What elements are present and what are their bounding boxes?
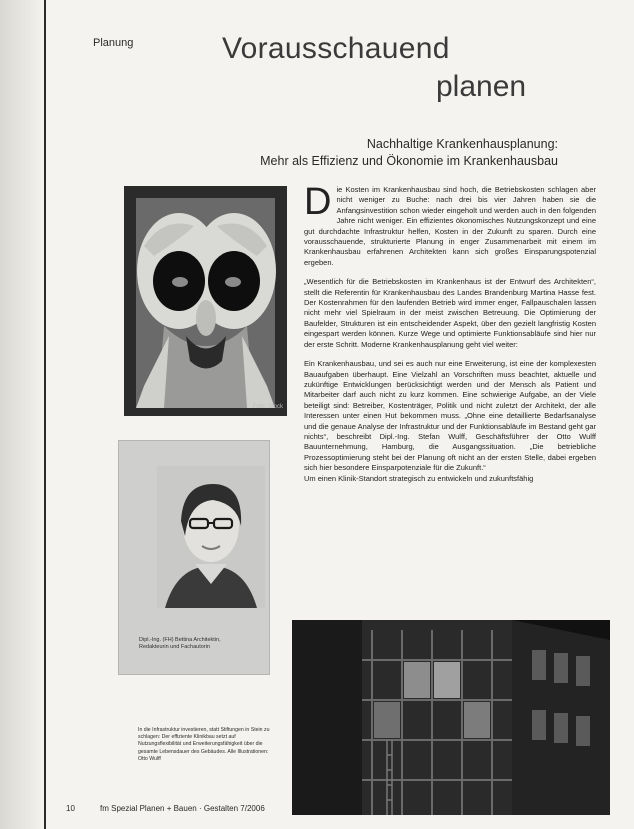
binding-shadow (0, 0, 46, 829)
article-paragraph: „Wesentlich für die Betriebskosten im Krankenhaus ist der Entwurf des Architekten“, stellt die Referentin für Krankenhausbau des Landes Brandenburg Martina Hasse fest. Der Kostenrahmen für den laufenden Betrieb wird immer enger, Fallpauschalen lassen nicht mehr viel Spielraum in der meist zwischen Betreuung. Die Optimierung der Baufelder, Strukturen ist ein entscheidender Aspekt, über den gezielt langfristig Kosten eingespart werden können. Kurze Wege und optimierte Funktionsabläufe sind hier nur der erste Schritt. Moderne Krankenhausplanung geht viel weiter: (304, 277, 596, 349)
paragraph-text: ie Kosten im Krankenhausbau sind hoch, die Betriebskosten schlagen aber nicht weniger zu Buche: nach drei bis vier Jahren haben sie die Anfangsinvestition schon wieder eingeholt und werden auch in den folgenden Jahre nicht weniger. Ein effizientes ökonomisches Nutzungskonzept und eine gut durchdachte Infrastruktur helfen, Kosten in der Zukunft zu sparen. Durch eine vorausschauende, strukturierte Planung in enger Zusammenarbeit mit einem im Krankenhausbau erfahrenen Architekten kann sich großes Einsparungspotenzial ergeben. (304, 185, 596, 267)
author-caption: Dipl.-Ing. (FH) Bettina Architektin, Redakteurin und Fachautorin (139, 637, 221, 650)
magazine-name: fm Spezial Planen + Bauen · Gestalten 7/2006 (100, 804, 265, 813)
headline-line-1: Vorausschauend (222, 32, 450, 65)
binding-line (44, 0, 46, 829)
headline-line-2: planen (436, 70, 527, 103)
hero-photo (124, 186, 287, 416)
hero-photo-credit: Foto: Stock (252, 404, 283, 410)
article-body (304, 181, 596, 493)
author-portrait (157, 466, 265, 608)
subheadline-line-2: Mehr als Effizienz und Ökonomie im Krankenhausbau (260, 154, 558, 168)
article-paragraph: Um einen Klinik-Standort strategisch zu entwickeln und zukunftsfähig (304, 473, 534, 483)
drop-cap: D (304, 181, 332, 223)
author-box (118, 440, 270, 675)
building-photo (292, 620, 610, 815)
binoculars-hands-illustration (124, 186, 287, 416)
hospital-building-illustration (292, 620, 610, 815)
page-footer (66, 804, 265, 813)
section-label: Planung (93, 37, 134, 49)
article-paragraph: Ein Krankenhausbau, und sei es auch nur eine Erweiterung, ist eine der komplexesten Bauaufgaben überhaupt. Eine Vielzahl an Vorschriften muss beachtet, aktuelle und zukünftige Entwicklungen berücksichtigt werden und der Mensch als Patient und Mitarbeiter darf auch nicht zu kurz kommen. Eine schwierige Aufgabe, an der Viele beteiligt sind: Betreiber, Kostenträger, Politik und nicht zuletzt der Architekt, der alle Interessen unter einen Hut bekommen muss. „Ohne eine detaillierte Bedarfsanalyse und die genaue Analyse der Infrastruktur und der Funktionsabläufe im Bestand geht gar nichts“, beschreibt Dipl.-Ing. Stefan Wulff, Geschäftsführer der Otto Wulff Bauunternehmung, Hamburg, die Ausgangssituation. „Die betriebliche Prozessoptimierung steht bei der Planung oft nicht an der ersten Stelle, dabei ergeben sich hier besondere Einsparpotenziale für die Zukunft.“ (304, 359, 596, 473)
image-caption: In die Infrastruktur investieren, statt Stiftungen in Stein zu schlagen: Der effiziente Klinikbau setzt auf Nutzungsflexibilität und Erweiterungsfähigkeit über die gesamte Lebensdauer des Gebäudes. Alle Illustrationen: Otto Wulff (138, 727, 270, 762)
woman-portrait-illustration (157, 466, 265, 608)
page-number: 10 (66, 804, 75, 813)
article-paragraph (304, 181, 596, 268)
subheadline (158, 136, 558, 170)
subheadline-line-1: Nachhaltige Krankenhausplanung: (366, 137, 558, 151)
